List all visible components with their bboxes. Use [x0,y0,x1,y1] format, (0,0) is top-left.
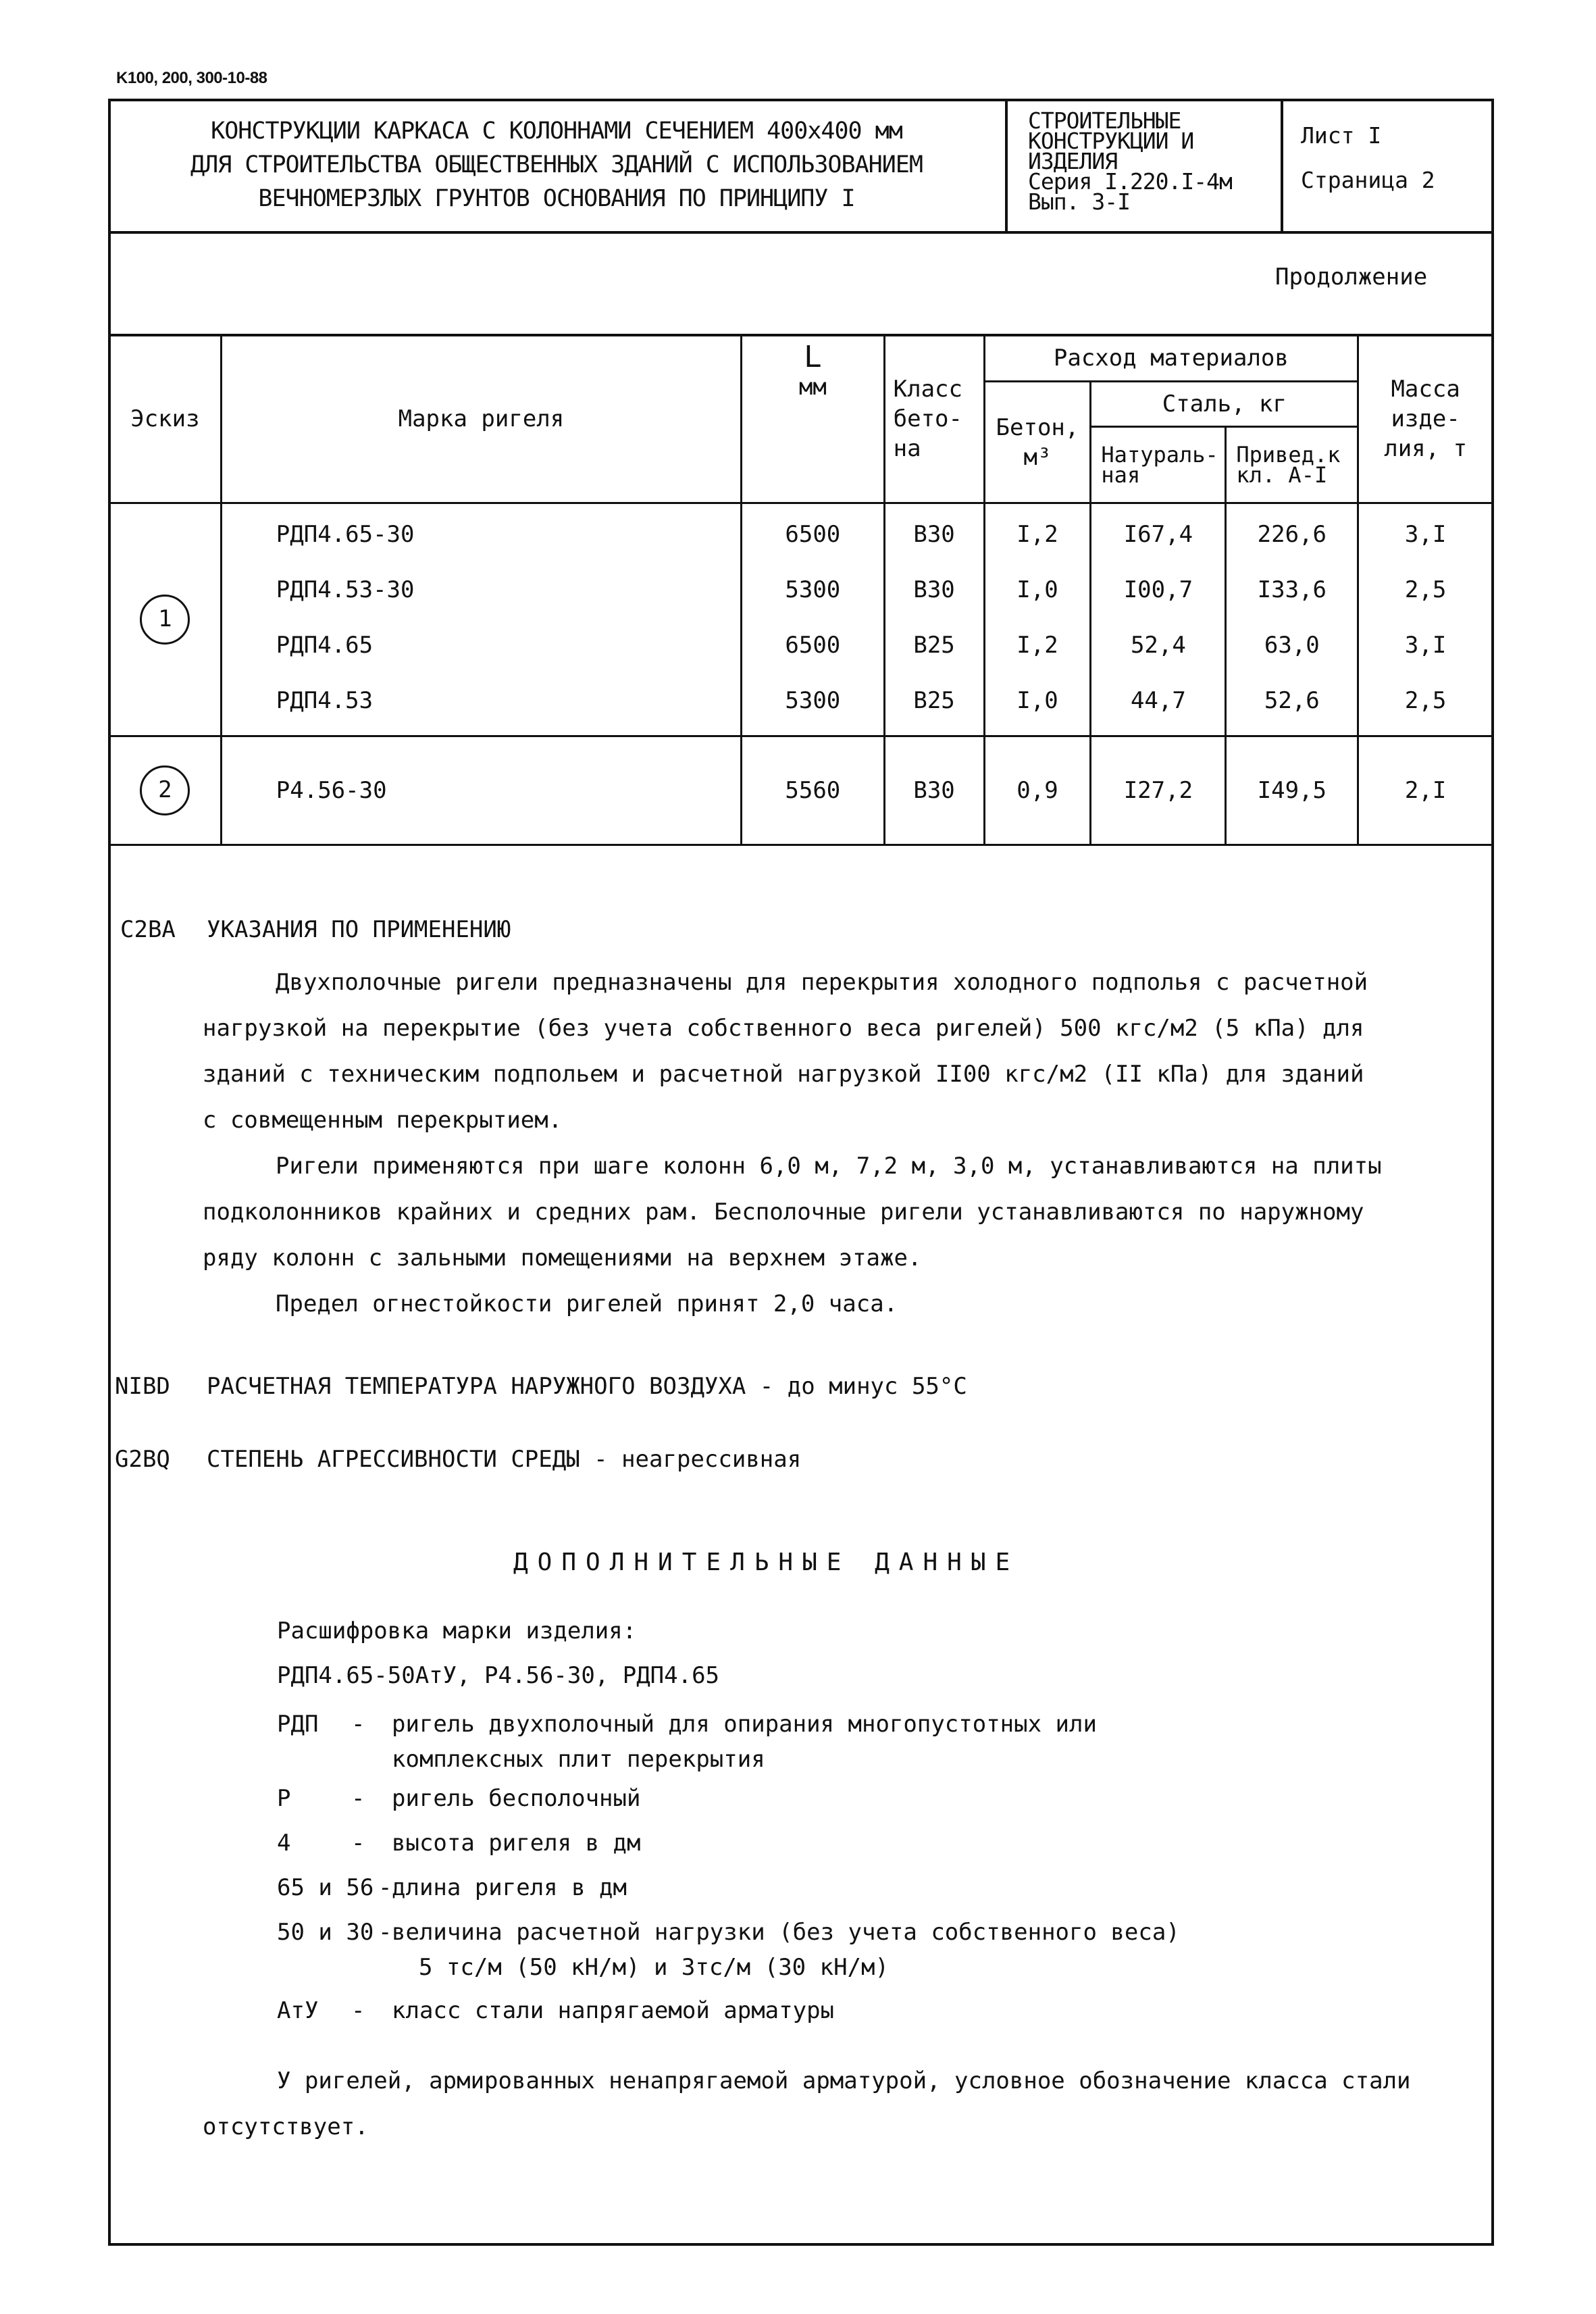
col-consumption: Расход материалов [984,335,1358,382]
table-cell: 52,4 [1130,632,1186,659]
table-cell: I,2 [1016,521,1058,548]
temperature-text: РАСЧЕТНАЯ ТЕМПЕРАТУРА НАРУЖНОГО ВОЗДУХА - до минус 55°С [207,1373,967,1400]
sheet-number: Лист I [1301,122,1382,149]
table-cell: 2,I [1358,736,1493,845]
decode-examples: РДП4.65-50АтУ, Р4.56-30, РДП4.65 [277,1662,720,1689]
table-row-mark: Р4.56-30 [221,736,741,845]
sketch-cell [109,503,222,736]
series-info: СТРОИТЕЛЬНЫЕ КОНСТРУКЦИИ И ИЗДЕЛИЯ Серия I.220.I-4м Вып. 3-I [1008,99,1283,231]
table-cell: 44,7 [1130,687,1186,714]
table-cell: В30 [913,576,955,603]
table-cell: 6500 [785,521,841,548]
continuation-label: Продолжение [1275,263,1428,291]
aggressiveness-text: СТЕПЕНЬ АГРЕССИВНОСТИ СРЕДЫ - неагрессивная [207,1446,802,1473]
table-cell: I,2 [1016,632,1058,659]
table-cell: 63,0 [1264,632,1320,659]
table-cell: 226,6 [1257,521,1327,548]
decode-list [277,1707,1459,2038]
table-row-mark: РДП4.65-30 [276,521,415,548]
table-row [109,736,1493,845]
table-cell: I67,4 [1123,521,1193,548]
col-concrete: Бетон, м³ [984,382,1091,503]
page-number: Страница 2 [1301,167,1435,193]
col-steel: Сталь, кг [1091,382,1358,427]
document-title: КОНСТРУКЦИИ КАРКАСА С КОЛОННАМИ СЕЧЕНИЕМ 400х400 мм ДЛЯ СТРОИТЕЛЬСТВА ОБЩЕСТВЕННЫХ ЗДАНИЙ С ИСПОЛЬЗОВАНИЕМ ВЕЧНОМЕРЗЛЫХ ГРУНТОВ ОСНОВАНИЯ ПО ПРИНЦИПУ I [108,99,1008,231]
table-cell: 3,I [1404,521,1447,548]
title-block [108,99,1494,234]
table-cell: 5300 [785,576,841,603]
usage-title: УКАЗАНИЯ ПО ПРИМЕНЕНИЮ [207,916,511,943]
table-cell: 52,6 [1264,687,1320,714]
table-cell: I49,5 [1226,736,1358,845]
col-steel-natural: Натураль- ная [1091,427,1226,503]
col-mark: Марка ригеля [221,335,741,503]
table-cell: 2,5 [1404,687,1447,714]
decode-title: Расшифровка марки изделия: [277,1617,637,1644]
table-cell: I27,2 [1091,736,1226,845]
usage-paragraph-1: Двухполочные ригели предназначены для перекрытия холодного подполья с расчетной нагрузкой на перекрытие (без учета собственного веса ригелей) 500 кгс/м2 (5 кПа) для зданий с техническим подпольем и расчетной нагрузкой II00 кгс/м2 (II кПа) для зданий с совмещенным перекрытием. [203,969,1368,1134]
usage-paragraph-3: Предел огнестойкости ригелей принят 2,0 часа. [276,1290,898,1317]
table-cell: В25 [913,632,955,659]
materials-table [108,334,1494,846]
table-cell: I,0 [1016,576,1058,603]
temperature-code: NIBD [115,1373,170,1400]
col-mass: Масса изде- лия, т [1358,335,1493,503]
sketch-number-1: 1 [140,595,190,645]
aggressiveness-code: G2BQ [115,1446,170,1473]
table-cell: В25 [913,687,955,714]
additional-title: ДОПОЛНИТЕЛЬНЫЕ ДАННЫЕ [513,1549,1020,1576]
table-cell: 5300 [785,687,841,714]
table-cell: 5560 [742,736,885,845]
table-row-mark: РДП4.65 [276,632,374,659]
document-code: K100, 200, 300-10-88 [116,69,267,87]
table-cell: 0,9 [984,736,1091,845]
list-item: 50 и 30 - величина расчетной нагрузки (без учета собственного веса) 5 тс/м (50 кН/м) и 3тс/м (30 кН/м) [277,1919,1180,1981]
table-row-mark: РДП4.53 [276,687,374,714]
sketch-number-2: 2 [140,765,190,815]
list-item: 65 и 56 - длина ригеля в дм [277,1874,627,1901]
table-cell: В30 [913,521,955,548]
table-row-mark: РДП4.53-30 [276,576,415,603]
additional-note: У ригелей, армированных ненапрягаемой арматурой, условное обозначение класса стали отсутствует. [203,2067,1411,2140]
col-steel-reduced: Привед.к кл. А-I [1226,427,1358,503]
usage-paragraph-2: Ригели применяются при шаге колонн 6,0 м, 7,2 м, 3,0 м, устанавливаются на плиты подколонников крайних и средних рам. Бесполочные ригели устанавливаются по наружному ряду колонн с зальными помещениями на верхнем этаже. [203,1153,1382,1272]
list-item: РДП - ригель двухполочный для опирания многопустотных или комплексных плит перекрытия [277,1711,1097,1773]
table-cell: В30 [884,736,984,845]
table-cell: I33,6 [1257,576,1327,603]
usage-code: C2BA [120,916,176,943]
col-class: Класс бето- на [884,335,984,503]
table-cell: 6500 [785,632,841,659]
list-item: Р - ригель бесполочный [277,1785,641,1812]
table-cell: 3,I [1404,632,1447,659]
table-cell: 2,5 [1404,576,1447,603]
table-cell: I,0 [1016,687,1058,714]
list-item: 4 - высота ригеля в дм [277,1830,641,1857]
sketch-cell [109,736,222,845]
col-length: L мм [742,335,885,503]
list-item: АтУ - класс стали напрягаемой арматуры [277,1997,835,2024]
table-cell: I00,7 [1123,576,1193,603]
table-row-group [109,503,1493,736]
sheet-info [1283,99,1494,231]
col-sketch: Эскиз [109,335,222,503]
